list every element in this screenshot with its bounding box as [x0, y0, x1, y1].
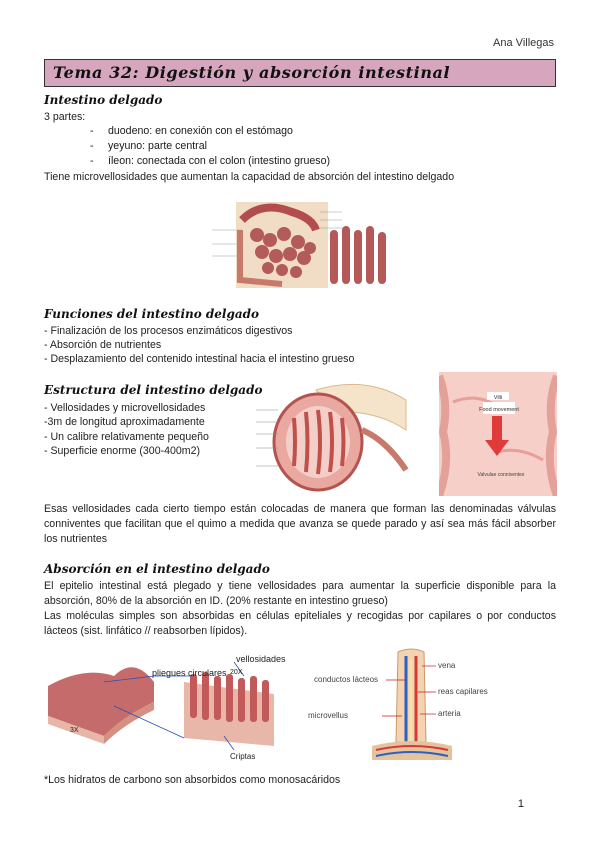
pliegues-label: pliegues circulares	[152, 668, 227, 678]
valvulae-conniventes-figure	[439, 372, 557, 496]
folds-villi-figure	[44, 646, 290, 762]
list-item: íleon: conectada con el colon (intestino grueso)	[108, 155, 331, 167]
capilares-label: reas capilares	[438, 687, 488, 696]
intestine-anatomy-figure	[212, 190, 392, 294]
list-item: duodeno: en conexión con el estómago	[108, 125, 293, 137]
valvulae-label: Valvulae conniventes	[477, 472, 525, 478]
intro-text: 3 partes:	[44, 111, 86, 123]
list-item: - Finalización de los procesos enzimáticos digestivos	[44, 325, 293, 337]
heading-absorcion: Absorción en el intestino delgado	[44, 562, 270, 576]
magnification-20x: 20X	[230, 669, 243, 676]
list-item: - Vellosidades y microvellosidades	[44, 402, 206, 414]
list-dash: -	[90, 140, 94, 152]
paragraph-epitelio: El epitelio intestinal está plegado y tiene vellosidades para aumentar la superficie disponible para la absorción, 80% de la absorción en ID. (20% restante en intestino grueso)	[44, 580, 556, 607]
heading-intestino-delgado: Intestino delgado	[44, 93, 163, 107]
title-banner	[44, 59, 556, 87]
villus-detail-figure	[302, 646, 512, 762]
paragraph-valvulas: Esas vellosidades cada cierto tiempo están colocadas de manera que forman las denominadas válvulas conniventes que facilitan que el quimo a medida que avanza se quede parado y así sea más fácil absorber los nutrientes	[44, 503, 556, 545]
list-dash: -	[90, 125, 94, 137]
conductos-label: conductos lácteos	[314, 675, 379, 684]
heading-estructura: Estructura del intestino delgado	[44, 383, 263, 397]
list-item: - Desplazamiento del contenido intestinal hacia el intestino grueso	[44, 353, 355, 365]
footnote: *Los hidratos de carbono son absorbidos como monosacáridos	[44, 774, 341, 786]
list-item: - Superficie enorme (300-400m2)	[44, 445, 201, 457]
author-name: Ana Villegas	[493, 37, 554, 49]
magnification-3x: 3X	[70, 727, 79, 734]
list-item: -3m de longitud aproximadamente	[44, 416, 205, 428]
list-item: - Absorción de nutrientes	[44, 339, 162, 351]
vellosidades-label: vellosidades	[236, 654, 286, 664]
paragraph-moleculas: Las moléculas simples son absorbidas en células epiteliales y recogidas por capilares o por conductos lácteos (sist. linfático // reabsorben lípidos).	[44, 610, 556, 637]
list-item: - Un calibre relativamente pequeño	[44, 431, 209, 443]
note-text: Tiene microvellosidades que aumentan la capacidad de absorción del intestino delgado	[44, 171, 455, 183]
vena-label: vena	[438, 661, 456, 670]
microvellus-label: microvellus	[308, 711, 349, 720]
page-title: Tema 32: Digestión y absorción intestinal	[53, 63, 451, 82]
page-number: 1	[517, 798, 524, 810]
list-dash: -	[90, 155, 94, 167]
food-movement-label: Food movement	[479, 407, 519, 413]
criptas-label: Criptas	[230, 752, 256, 761]
heading-funciones: Funciones del intestino delgado	[44, 307, 260, 321]
list-item: yeyuno: parte central	[108, 140, 207, 152]
villi-label: Villi	[493, 395, 503, 401]
intestine-cross-section-figure	[256, 370, 416, 496]
arrow-shaft	[492, 416, 502, 442]
arteria-label: arteria	[438, 709, 461, 718]
